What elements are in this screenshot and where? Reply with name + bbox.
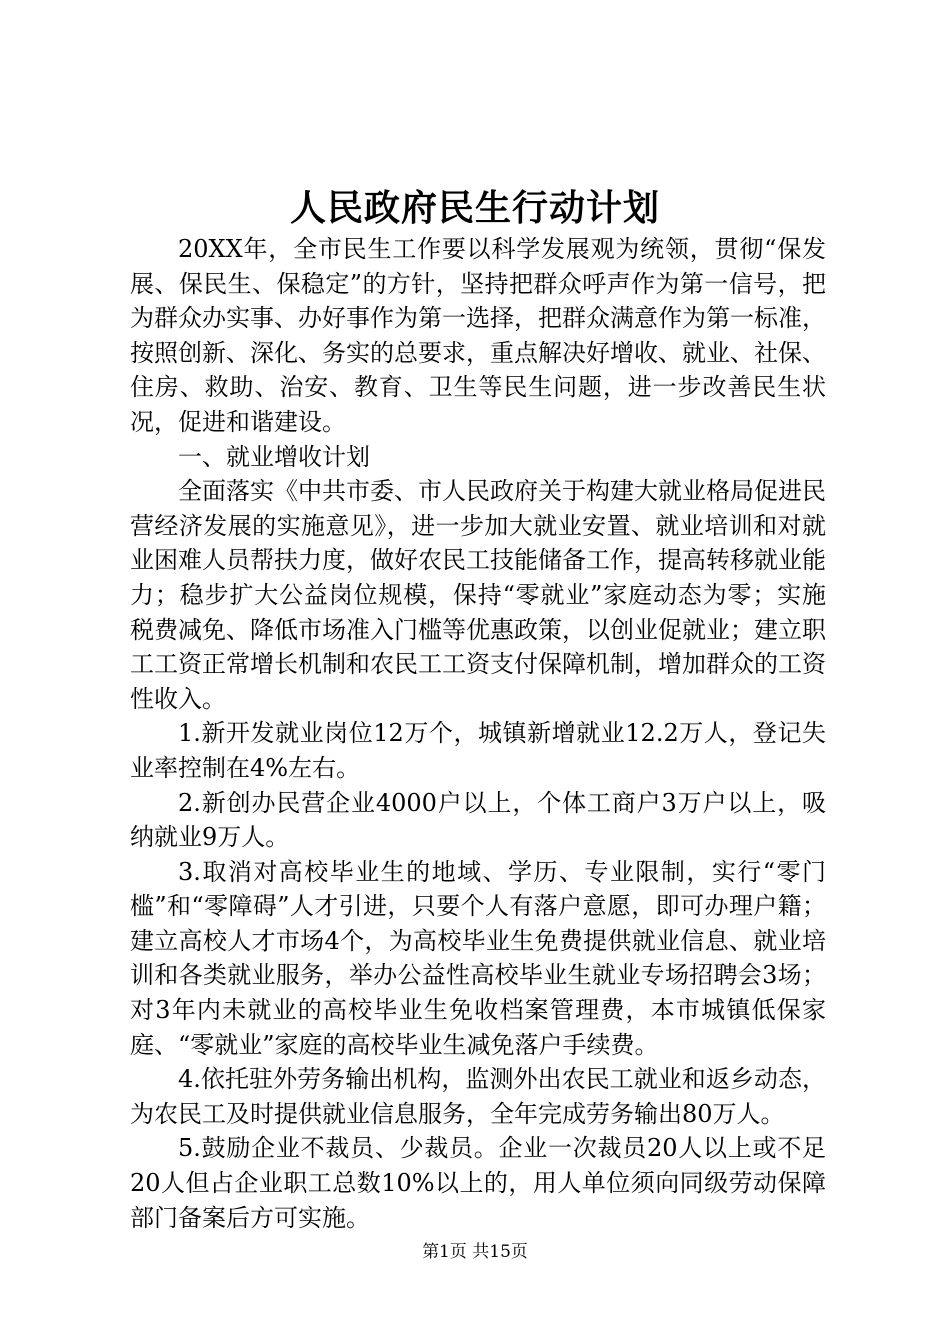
- section-heading: 一、就业增收计划: [178, 442, 370, 471]
- document-title: 人民政府民生行动计划: [289, 187, 660, 229]
- document-body: [130, 232, 826, 1235]
- list-item: 2.新创办民营企业4000户以上，个体工商户3万户以上，吸纳就业9万人。: [130, 788, 826, 852]
- list-item: 3.取消对高校毕业生的地域、学历、专业限制，实行“零门槛”和“零障碍”人才引进，只要个人有落户意愿，即可办理户籍；建立高校人才市场4个，为高校毕业生免费提供就业信息、就业培训和各类就业服务，举办公益性高校毕业生就业专场招聘会3场；对3年内未就业的高校毕业生免收档案管理费，本市城镇低保家庭、“零就业”家庭的高校毕业生减免落户手续费。: [130, 857, 826, 1059]
- section-paragraph: 全面落实《中共市委、市人民政府关于构建大就业格局促进民营经济发展的实施意见》，进一步加大就业安置、就业培训和对就业困难人员帮扶力度，做好农民工技能储备工作，提高转移就业能力；稳步扩大公益岗位规模，保持“零就业”家庭动态为零；实施税费减免、降低市场准入门槛等优惠政策，以创业促就业；建立职工工资正常增长机制和农民工工资支付保障机制，增加群众的工资性收入。: [130, 477, 826, 713]
- list-item: 4.依托驻外劳务输出机构，监测外出农民工就业和返乡动态，为农民工及时提供就业信息服务，全年完成劳务输出80万人。: [130, 1065, 826, 1128]
- list-item: 1.新开发就业岗位12万个，城镇新增就业12.2万人，登记失业率控制在4%左右。: [130, 719, 826, 782]
- intro-paragraph: 20XX年，全市民生工作要以科学发展观为统领，贯彻“保发展、保民生、保稳定”的方针，坚持把群众呼声作为第一信号，把为群众办实事、办好事作为第一选择，把群众满意作为第一标准，按照创新、深化、务实的总要求，重点解决好增收、就业、社保、住房、救助、治安、教育、卫生等民生问题，进一步改善民生状况，促进和谐建设。: [130, 235, 826, 436]
- list-item: 5.鼓励企业不裁员、少裁员。企业一次裁员20人以上或不足20人但占企业职工总数10%以上的，用人单位须向同级劳动保障部门备案后方可实施。: [130, 1134, 826, 1232]
- page-footer: 第1页 共15页: [422, 1242, 528, 1262]
